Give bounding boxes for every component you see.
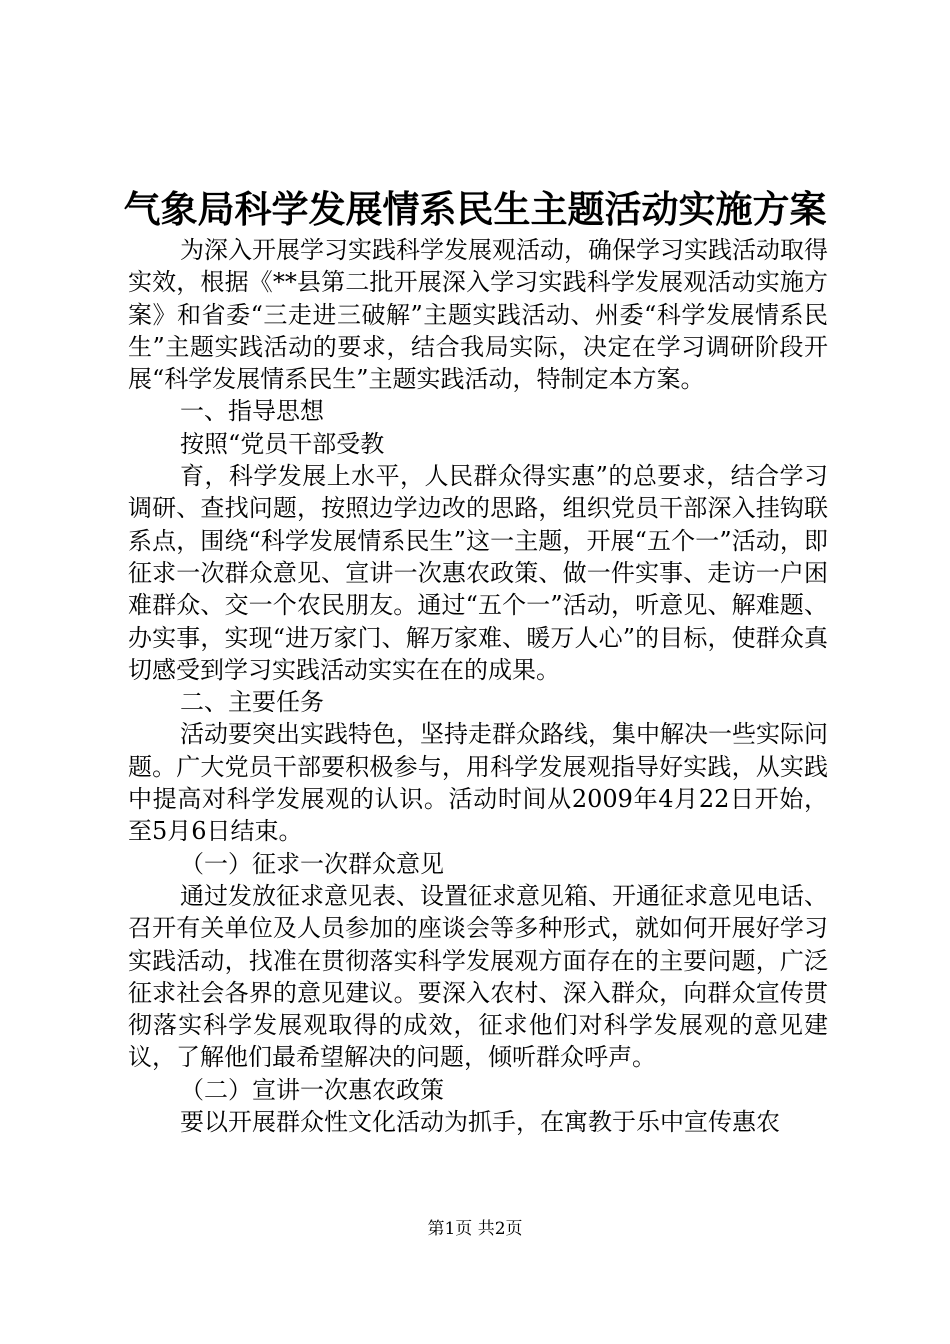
paragraph-intro: 为深入开展学习实践科学发展观活动，确保学习实践活动取得实效，根据《**县第二批开展深入学习实践科学发展观活动实施方案》和省委“三走进三破解”主题实践活动、州委“科学发展情系民生”主题实践活动的要求，结合我局实际，决定在学习调研阶段开展“科学发展情系民生”主题实践活动，特制定本方案。: [128, 236, 828, 394]
paragraph-policy-lecture: 要以开展群众性文化活动为抓手，在寓教于乐中宣传惠农: [180, 1108, 780, 1137]
page-footer: 第1页 共2页: [427, 1219, 523, 1239]
document-body: [128, 234, 828, 1138]
paragraph-guiding-2: 育，科学发展上水平，人民群众得实惠”的总要求，结合学习调研、查找问题，按照边学边改的思路，组织党员干部深入挂钩联系点，围绕“科学发展情系民生”这一主题，开展“五个一”活动，即征求一次群众意见、宣讲一次惠农政策、做一件实事、走访一户困难群众、交一个农民朋友。通过“五个一”活动，听意见、解难题、办实事，实现“进万家门、解万家难、暖万人心”的目标，使群众真切感受到学习实践活动实实在在的成果。: [128, 462, 828, 684]
paragraph-solicit-opinions: 通过发放征求意见表、设置征求意见箱、开通征求意见电话、召开有关单位及人员参加的座谈会等多种形式，就如何开展好学习实践活动，找准在贯彻落实科学发展观方面存在的主要问题，广泛征求社会各界的意见建议。要深入农村、深入群众，向群众宣传贯彻落实科学发展观取得的成效，征求他们对科学发展观的意见建议，了解他们最希望解决的问题，倾听群众呼声。: [128, 881, 828, 1072]
heading-main-tasks: 二、主要任务: [180, 688, 324, 717]
heading-guiding-thought: 一、指导思想: [180, 397, 324, 426]
subheading-policy-lecture: （二）宣讲一次惠农政策: [180, 1075, 444, 1104]
subheading-solicit-opinions: （一）征求一次群众意见: [180, 849, 444, 878]
paragraph-main-tasks: 活动要突出实践特色，坚持走群众路线，集中解决一些实际问题。广大党员干部要积极参与，用科学发展观指导好实践，从实践中提高对科学发展观的认识。活动时间从2009年4月22日开始，至5月6日结束。: [128, 720, 828, 846]
document-title: 气象局科学发展情系民生主题活动实施方案: [123, 188, 827, 231]
paragraph-guiding-1: 按照“党员干部受教: [180, 429, 385, 458]
